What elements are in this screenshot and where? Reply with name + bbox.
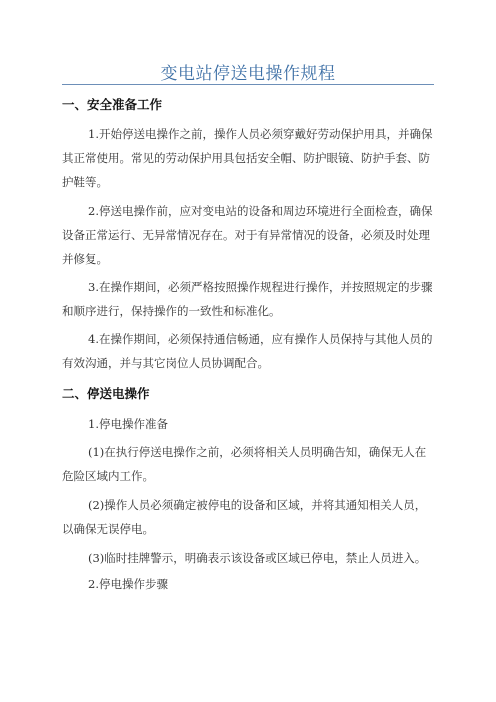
paragraph: 4.在操作期间，必须保持通信畅通，应有操作人员保持与其他人员的有效沟通，并与其它岗位人员协调配合。	[62, 332, 433, 370]
paragraph: 2.停电操作步骤	[88, 577, 168, 591]
section-heading-operation: 二、停送电操作	[62, 386, 150, 401]
paragraph: (3)临时挂牌警示，明确表示该设备或区域已停电，禁止人员进入。	[88, 551, 427, 565]
paragraph: 3.在操作期间，必须严格按照操作规程进行操作，并按照规定的步骤和顺序进行，保持操作的一致性和标准化。	[62, 280, 433, 318]
title-underline	[62, 84, 434, 85]
paragraph: 1.开始停送电操作之前，操作人员必须穿戴好劳动保护用具，并确保其正常使用。常见的劳动保护用具包括安全帽、防护眼镜、防护手套、防护鞋等。	[62, 127, 433, 189]
paragraph: 2.停送电操作前，应对变电站的设备和周边环境进行全面检查，确保设备正常运行、无异常情况存在。对于有异常情况的设备，必须及时处理并修复。	[62, 204, 433, 266]
paragraph: (1)在执行停送电操作之前，必须将相关人员明确告知，确保无人在危险区域内工作。	[62, 445, 427, 483]
paragraph: (2)操作人员必须确定被停电的设备和区域，并将其通知相关人员，以确保无误停电。	[62, 498, 427, 536]
document-title: 变电站停送电操作规程	[160, 64, 336, 84]
paragraph: 1.停电操作准备	[88, 417, 168, 431]
section-heading-safety: 一、安全准备工作	[62, 97, 163, 112]
